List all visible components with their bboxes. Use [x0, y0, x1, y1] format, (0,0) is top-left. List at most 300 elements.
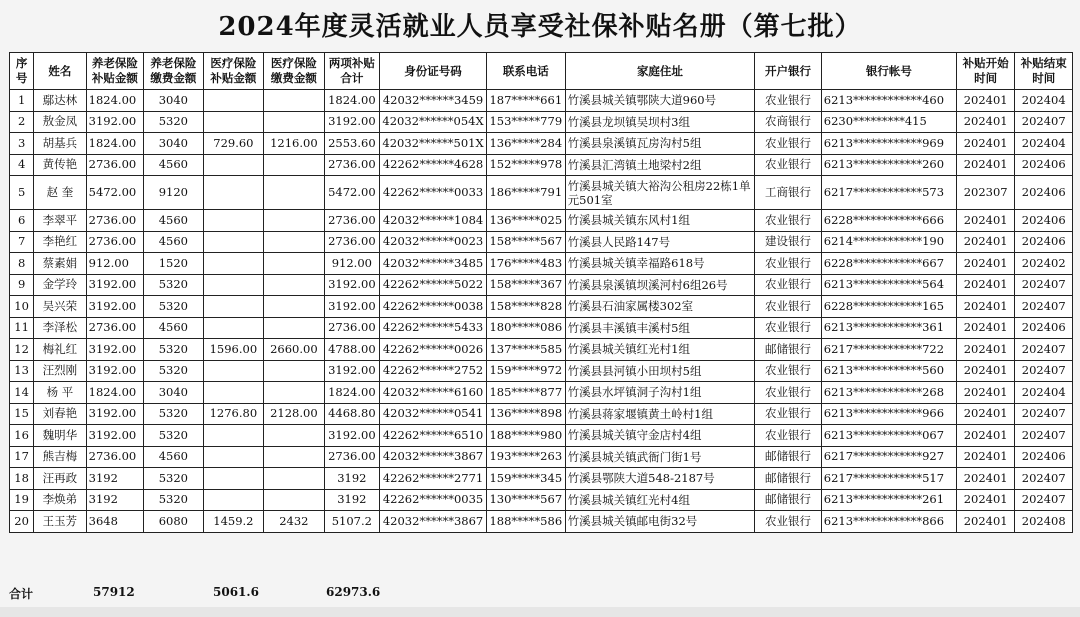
cell-bank: 农业银行 [755, 296, 822, 318]
cell-pension-subsidy: 3192.00 [86, 360, 143, 382]
cell-bank: 邮储银行 [755, 489, 822, 511]
cell-address: 竹溪县城关镇幸福路618号 [565, 253, 755, 275]
cell-pension-subsidy: 2736.00 [86, 154, 143, 176]
cell-address: 竹溪县丰溪镇丰溪村5组 [565, 317, 755, 339]
cell-medical-subsidy [203, 382, 264, 404]
cell-phone: 193*****263 [486, 446, 565, 468]
cell-account: 6213************560 [821, 360, 956, 382]
cell-id-number: 42262******6510 [380, 425, 487, 447]
cell-start-time: 202401 [956, 154, 1014, 176]
cell-pension-payment: 5320 [144, 360, 204, 382]
cell-account: 6217************517 [821, 468, 956, 490]
cell-address: 竹溪县城关镇大裕沟公租房22栋1单元501室 [565, 176, 755, 210]
cell-id-number: 42262******2771 [380, 468, 487, 490]
cell-address: 竹溪县蒋家堰镇黄土岭村1组 [565, 403, 755, 425]
table-row [10, 317, 1073, 339]
cell-account: 6228************666 [821, 210, 956, 232]
cell-end-time: 202407 [1015, 425, 1073, 447]
totals-grand-total: 62973.6 [326, 585, 381, 599]
cell-address: 竹溪县汇湾镇土地梁村2组 [565, 154, 755, 176]
cell-bank: 邮储银行 [755, 468, 822, 490]
cell-medical-subsidy [203, 231, 264, 253]
cell-phone: 130*****567 [486, 489, 565, 511]
cell-phone: 136*****025 [486, 210, 565, 232]
cell-medical-subsidy [203, 90, 264, 112]
cell-account: 6217************927 [821, 446, 956, 468]
cell-pension-subsidy: 3192.00 [86, 403, 143, 425]
cell-account: 6213************261 [821, 489, 956, 511]
header-address: 家庭住址 [565, 53, 755, 90]
cell-end-time: 202407 [1015, 489, 1073, 511]
cell-bank: 建设银行 [755, 231, 822, 253]
cell-pension-subsidy: 3192.00 [86, 339, 143, 361]
cell-pension-payment: 5320 [144, 111, 204, 133]
cell-medical-subsidy [203, 360, 264, 382]
cell-total-subsidy: 3192 [324, 468, 379, 490]
cell-pension-payment: 9120 [144, 176, 204, 210]
cell-address: 竹溪县城关镇守金店村4组 [565, 425, 755, 447]
cell-pension-payment: 3040 [144, 382, 204, 404]
cell-start-time: 202401 [956, 425, 1014, 447]
cell-pension-payment: 3040 [144, 90, 204, 112]
cell-medical-payment: 2660.00 [264, 339, 325, 361]
cell-account: 6213************969 [821, 133, 956, 155]
cell-id-number: 42032******6160 [380, 382, 487, 404]
cell-bank: 农业银行 [755, 317, 822, 339]
cell-account: 6217************573 [821, 176, 956, 210]
table-row [10, 468, 1073, 490]
cell-total-subsidy: 3192.00 [324, 425, 379, 447]
cell-bank: 农业银行 [755, 210, 822, 232]
cell-index: 16 [10, 425, 34, 447]
cell-index: 14 [10, 382, 34, 404]
cell-index: 11 [10, 317, 34, 339]
cell-name: 王玉芳 [34, 511, 86, 533]
cell-phone: 152*****978 [486, 154, 565, 176]
cell-medical-subsidy [203, 425, 264, 447]
cell-index: 1 [10, 90, 34, 112]
cell-start-time: 202401 [956, 403, 1014, 425]
cell-end-time: 202407 [1015, 468, 1073, 490]
cell-index: 3 [10, 133, 34, 155]
cell-pension-payment: 4560 [144, 231, 204, 253]
cell-medical-payment [264, 154, 325, 176]
cell-name: 蔡素娟 [34, 253, 86, 275]
cell-account: 6213************460 [821, 90, 956, 112]
cell-pension-payment: 5320 [144, 468, 204, 490]
header-phone: 联系电话 [486, 53, 565, 90]
page-bottom-edge [0, 607, 1080, 617]
cell-end-time: 202407 [1015, 360, 1073, 382]
cell-total-subsidy: 2736.00 [324, 210, 379, 232]
cell-index: 17 [10, 446, 34, 468]
table-row [10, 133, 1073, 155]
cell-index: 7 [10, 231, 34, 253]
cell-id-number: 42262******0033 [380, 176, 487, 210]
cell-total-subsidy: 5472.00 [324, 176, 379, 210]
cell-end-time: 202406 [1015, 176, 1073, 210]
table-row [10, 111, 1073, 133]
cell-bank: 农业银行 [755, 382, 822, 404]
cell-end-time: 202406 [1015, 446, 1073, 468]
cell-index: 12 [10, 339, 34, 361]
table-row [10, 360, 1073, 382]
cell-index: 18 [10, 468, 34, 490]
table-body [10, 90, 1073, 533]
cell-address: 竹溪县水坪镇洞子沟村1组 [565, 382, 755, 404]
cell-pension-payment: 3040 [144, 133, 204, 155]
cell-phone: 153*****779 [486, 111, 565, 133]
cell-bank: 邮储银行 [755, 446, 822, 468]
cell-id-number: 42262******0038 [380, 296, 487, 318]
cell-index: 15 [10, 403, 34, 425]
cell-start-time: 202401 [956, 231, 1014, 253]
cell-address: 竹溪县泉溪镇坝溪河村6组26号 [565, 274, 755, 296]
cell-address: 竹溪县城关镇鄂陕大道960号 [565, 90, 755, 112]
cell-end-time: 202407 [1015, 111, 1073, 133]
cell-pension-payment: 1520 [144, 253, 204, 275]
cell-start-time: 202401 [956, 274, 1014, 296]
header-name: 姓名 [34, 53, 86, 90]
cell-id-number: 42262******0035 [380, 489, 487, 511]
cell-medical-subsidy [203, 111, 264, 133]
cell-medical-payment [264, 176, 325, 210]
cell-start-time: 202401 [956, 133, 1014, 155]
table-row [10, 90, 1073, 112]
cell-end-time: 202406 [1015, 317, 1073, 339]
cell-id-number: 42032******501X [380, 133, 487, 155]
cell-pension-subsidy: 3192 [86, 468, 143, 490]
cell-name: 李艳红 [34, 231, 86, 253]
cell-start-time: 202401 [956, 296, 1014, 318]
cell-phone: 186*****791 [486, 176, 565, 210]
cell-pension-subsidy: 1824.00 [86, 133, 143, 155]
cell-id-number: 42032******0541 [380, 403, 487, 425]
cell-pension-payment: 5320 [144, 425, 204, 447]
cell-medical-subsidy [203, 468, 264, 490]
header-medical-payment: 医疗保险缴费金额 [264, 53, 325, 90]
cell-name: 李焕弟 [34, 489, 86, 511]
cell-medical-subsidy: 729.60 [203, 133, 264, 155]
cell-id-number: 42032******3459 [380, 90, 487, 112]
cell-medical-payment [264, 90, 325, 112]
cell-start-time: 202401 [956, 382, 1014, 404]
cell-medical-subsidy [203, 154, 264, 176]
cell-end-time: 202404 [1015, 90, 1073, 112]
cell-total-subsidy: 3192.00 [324, 111, 379, 133]
cell-pension-subsidy: 3648 [86, 511, 143, 533]
cell-phone: 187*****661 [486, 90, 565, 112]
cell-bank: 农业银行 [755, 511, 822, 533]
cell-index: 6 [10, 210, 34, 232]
cell-index: 8 [10, 253, 34, 275]
cell-address: 竹溪县龙坝镇吴坝村3组 [565, 111, 755, 133]
header-id-number: 身份证号码 [380, 53, 487, 90]
cell-medical-payment [264, 382, 325, 404]
cell-start-time: 202401 [956, 489, 1014, 511]
cell-account: 6213************966 [821, 403, 956, 425]
cell-medical-subsidy: 1596.00 [203, 339, 264, 361]
cell-end-time: 202407 [1015, 274, 1073, 296]
cell-account: 6213************361 [821, 317, 956, 339]
cell-end-time: 202407 [1015, 403, 1073, 425]
cell-bank: 农业银行 [755, 133, 822, 155]
cell-end-time: 202402 [1015, 253, 1073, 275]
cell-pension-payment: 5320 [144, 296, 204, 318]
table-row [10, 446, 1073, 468]
cell-total-subsidy: 3192.00 [324, 296, 379, 318]
cell-name: 梅礼红 [34, 339, 86, 361]
cell-medical-payment [264, 253, 325, 275]
cell-id-number: 42032******3867 [380, 511, 487, 533]
cell-total-subsidy: 4468.80 [324, 403, 379, 425]
cell-medical-subsidy [203, 317, 264, 339]
cell-phone: 159*****972 [486, 360, 565, 382]
cell-pension-subsidy: 1824.00 [86, 90, 143, 112]
cell-address: 竹溪县县河镇小田坝村5组 [565, 360, 755, 382]
cell-pension-subsidy: 1824.00 [86, 382, 143, 404]
cell-index: 5 [10, 176, 34, 210]
table-row [10, 296, 1073, 318]
cell-pension-payment: 5320 [144, 403, 204, 425]
cell-name: 汪再政 [34, 468, 86, 490]
cell-medical-payment [264, 468, 325, 490]
cell-id-number: 42032******1084 [380, 210, 487, 232]
cell-total-subsidy: 2736.00 [324, 446, 379, 468]
cell-medical-subsidy [203, 446, 264, 468]
table-row [10, 210, 1073, 232]
cell-address: 竹溪县城关镇红光村4组 [565, 489, 755, 511]
table-row [10, 403, 1073, 425]
cell-account: 6213************067 [821, 425, 956, 447]
cell-account: 6213************260 [821, 154, 956, 176]
cell-name: 赵 奎 [34, 176, 86, 210]
cell-address: 竹溪县城关镇红光村1组 [565, 339, 755, 361]
cell-id-number: 42262******4628 [380, 154, 487, 176]
cell-id-number: 42262******0026 [380, 339, 487, 361]
totals-pension-subsidy: 57912 [93, 585, 135, 599]
cell-end-time: 202406 [1015, 210, 1073, 232]
cell-start-time: 202307 [956, 176, 1014, 210]
cell-name: 李泽松 [34, 317, 86, 339]
cell-medical-payment [264, 446, 325, 468]
cell-medical-subsidy [203, 296, 264, 318]
cell-medical-payment [264, 210, 325, 232]
cell-index: 10 [10, 296, 34, 318]
cell-total-subsidy: 2736.00 [324, 154, 379, 176]
cell-phone: 185*****877 [486, 382, 565, 404]
cell-medical-subsidy: 1276.80 [203, 403, 264, 425]
cell-pension-payment: 4560 [144, 317, 204, 339]
cell-index: 9 [10, 274, 34, 296]
cell-account: 6217************722 [821, 339, 956, 361]
cell-id-number: 42262******2752 [380, 360, 487, 382]
cell-medical-payment [264, 317, 325, 339]
cell-name: 魏明华 [34, 425, 86, 447]
cell-total-subsidy: 2736.00 [324, 317, 379, 339]
cell-phone: 180*****086 [486, 317, 565, 339]
table-row [10, 425, 1073, 447]
cell-pension-payment: 5320 [144, 274, 204, 296]
cell-medical-payment: 2128.00 [264, 403, 325, 425]
cell-start-time: 202401 [956, 511, 1014, 533]
cell-pension-subsidy: 3192.00 [86, 425, 143, 447]
cell-name: 杨 平 [34, 382, 86, 404]
cell-pension-subsidy: 3192.00 [86, 296, 143, 318]
cell-account: 6228************165 [821, 296, 956, 318]
cell-pension-subsidy: 912.00 [86, 253, 143, 275]
cell-name: 李翠平 [34, 210, 86, 232]
table-row [10, 274, 1073, 296]
cell-start-time: 202401 [956, 339, 1014, 361]
table-row [10, 511, 1073, 533]
cell-account: 6228************667 [821, 253, 956, 275]
cell-bank: 农业银行 [755, 274, 822, 296]
page-title: 2024年度灵活就业人员享受社保补贴名册（第七批） [218, 12, 862, 42]
cell-phone: 158*****367 [486, 274, 565, 296]
header-account: 银行帐号 [821, 53, 956, 90]
header-index: 序号 [10, 53, 34, 90]
cell-address: 竹溪县人民路147号 [565, 231, 755, 253]
cell-account: 6230*********415 [821, 111, 956, 133]
cell-phone: 159*****345 [486, 468, 565, 490]
cell-medical-payment [264, 296, 325, 318]
cell-phone: 176*****483 [486, 253, 565, 275]
cell-account: 6213************866 [821, 511, 956, 533]
cell-end-time: 202407 [1015, 296, 1073, 318]
cell-total-subsidy: 1824.00 [324, 382, 379, 404]
cell-name: 吴兴荣 [34, 296, 86, 318]
cell-id-number: 42032******0023 [380, 231, 487, 253]
cell-medical-subsidy [203, 176, 264, 210]
cell-account: 6213************268 [821, 382, 956, 404]
header-total-subsidy: 两项补贴合计 [324, 53, 379, 90]
totals-row [9, 583, 1073, 603]
cell-start-time: 202401 [956, 446, 1014, 468]
cell-pension-subsidy: 2736.00 [86, 446, 143, 468]
cell-pension-payment: 5320 [144, 339, 204, 361]
cell-id-number: 42032******3485 [380, 253, 487, 275]
cell-name: 刘春艳 [34, 403, 86, 425]
cell-index: 19 [10, 489, 34, 511]
header-end-time: 补贴结束时间 [1015, 53, 1073, 90]
cell-total-subsidy: 2736.00 [324, 231, 379, 253]
cell-total-subsidy: 912.00 [324, 253, 379, 275]
cell-id-number: 42032******3867 [380, 446, 487, 468]
cell-name: 金学玲 [34, 274, 86, 296]
cell-start-time: 202401 [956, 317, 1014, 339]
cell-index: 2 [10, 111, 34, 133]
cell-medical-payment [264, 360, 325, 382]
header-medical-subsidy: 医疗保险补贴金额 [203, 53, 264, 90]
cell-total-subsidy: 2553.60 [324, 133, 379, 155]
cell-medical-payment [264, 231, 325, 253]
cell-medical-subsidy [203, 489, 264, 511]
cell-account: 6214************190 [821, 231, 956, 253]
cell-total-subsidy: 5107.2 [324, 511, 379, 533]
cell-start-time: 202401 [956, 253, 1014, 275]
cell-name: 鄢达林 [34, 90, 86, 112]
table-row [10, 231, 1073, 253]
cell-id-number: 42262******5433 [380, 317, 487, 339]
cell-start-time: 202401 [956, 90, 1014, 112]
cell-medical-payment [264, 274, 325, 296]
cell-phone: 188*****586 [486, 511, 565, 533]
cell-medical-subsidy: 1459.2 [203, 511, 264, 533]
table-row [10, 253, 1073, 275]
cell-address: 竹溪县城关镇东风村1组 [565, 210, 755, 232]
cell-pension-subsidy: 3192 [86, 489, 143, 511]
cell-medical-payment [264, 111, 325, 133]
cell-total-subsidy: 4788.00 [324, 339, 379, 361]
cell-bank: 农业银行 [755, 403, 822, 425]
table-row [10, 176, 1073, 210]
cell-address: 竹溪县鄂陕大道548-2187号 [565, 468, 755, 490]
cell-medical-payment: 1216.00 [264, 133, 325, 155]
cell-end-time: 202404 [1015, 382, 1073, 404]
cell-name: 敖金凤 [34, 111, 86, 133]
cell-end-time: 202408 [1015, 511, 1073, 533]
cell-id-number: 42032******054X [380, 111, 487, 133]
cell-end-time: 202407 [1015, 339, 1073, 361]
cell-index: 4 [10, 154, 34, 176]
cell-name: 熊吉梅 [34, 446, 86, 468]
cell-medical-subsidy [203, 210, 264, 232]
cell-pension-payment: 4560 [144, 446, 204, 468]
cell-account: 6213************564 [821, 274, 956, 296]
cell-pension-subsidy: 2736.00 [86, 210, 143, 232]
cell-index: 13 [10, 360, 34, 382]
cell-start-time: 202401 [956, 360, 1014, 382]
cell-start-time: 202401 [956, 468, 1014, 490]
cell-pension-payment: 4560 [144, 210, 204, 232]
cell-phone: 136*****284 [486, 133, 565, 155]
table-row [10, 489, 1073, 511]
cell-pension-payment: 6080 [144, 511, 204, 533]
cell-address: 竹溪县城关镇邮电街32号 [565, 511, 755, 533]
cell-pension-subsidy: 2736.00 [86, 317, 143, 339]
cell-bank: 农业银行 [755, 90, 822, 112]
cell-medical-payment: 2432 [264, 511, 325, 533]
cell-bank: 农业银行 [755, 425, 822, 447]
table-row [10, 382, 1073, 404]
cell-id-number: 42262******5022 [380, 274, 487, 296]
cell-medical-payment [264, 425, 325, 447]
cell-phone: 188*****980 [486, 425, 565, 447]
cell-pension-subsidy: 3192.00 [86, 111, 143, 133]
cell-end-time: 202404 [1015, 133, 1073, 155]
cell-total-subsidy: 3192 [324, 489, 379, 511]
cell-phone: 158*****828 [486, 296, 565, 318]
cell-bank: 农业银行 [755, 360, 822, 382]
header-pension-subsidy: 养老保险补贴金额 [86, 53, 143, 90]
cell-bank: 农商银行 [755, 111, 822, 133]
cell-phone: 158*****567 [486, 231, 565, 253]
cell-end-time: 202406 [1015, 154, 1073, 176]
header-pension-payment: 养老保险缴费金额 [144, 53, 204, 90]
table-header-row [10, 53, 1073, 90]
cell-phone: 136*****898 [486, 403, 565, 425]
cell-medical-payment [264, 489, 325, 511]
header-start-time: 补贴开始时间 [956, 53, 1014, 90]
table-row [10, 154, 1073, 176]
cell-phone: 137*****585 [486, 339, 565, 361]
cell-address: 竹溪县石油家属楼302室 [565, 296, 755, 318]
cell-bank: 农业银行 [755, 253, 822, 275]
cell-name: 胡基兵 [34, 133, 86, 155]
cell-pension-payment: 5320 [144, 489, 204, 511]
cell-name: 黄传艳 [34, 154, 86, 176]
